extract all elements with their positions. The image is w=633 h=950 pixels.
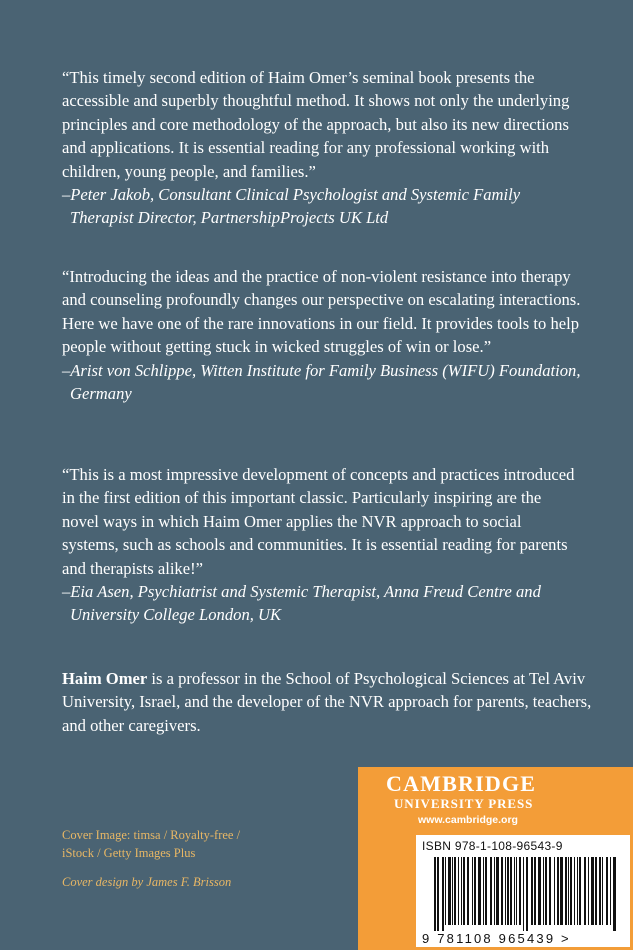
barcode-bar — [472, 857, 473, 925]
barcode-bar — [467, 857, 469, 925]
barcode-bar — [574, 857, 575, 925]
quote-attribution: –Arist von Schlippe, Witten Institute for Family Business (WIFU) Foundation, Germany — [62, 360, 581, 404]
barcode-bar — [505, 857, 506, 925]
barcode-bar — [463, 857, 465, 925]
barcode-bar — [516, 857, 517, 925]
barcode-bar — [507, 857, 509, 925]
barcode-bar — [554, 857, 555, 925]
cover-design-credit: Cover design by James F. Brisson — [62, 875, 232, 889]
barcode-bar — [545, 857, 547, 925]
barcode-bar — [570, 857, 572, 925]
barcode-bar — [454, 857, 456, 925]
barcode-bar — [595, 857, 597, 925]
barcode-bar — [461, 857, 462, 925]
barcode-bar — [557, 857, 559, 925]
barcode-bar — [490, 857, 492, 925]
author-bio-text: is a professor in the School of Psychological Sciences at Tel Aviv University, Israel, and the developer of the NVR approach for parents, teachers, and other caregivers. — [62, 669, 592, 735]
barcode-bar — [523, 857, 524, 931]
author-bio — [62, 667, 592, 737]
barcode-digits: 9 781108 965439 > — [422, 931, 571, 945]
publisher-block — [358, 767, 633, 950]
endorsement-quote-1 — [62, 66, 582, 230]
barcode-bar — [568, 857, 569, 925]
publisher-url: www.cambridge.org — [418, 814, 518, 826]
barcode-bar — [591, 857, 594, 925]
barcode-bar — [549, 857, 551, 925]
quote-text: “This is a most impressive development of concepts and practices introduced in the first edition of this important classic. Particularly inspiring are the novel ways in which Haim Omer applies the NVR approach to social systems, such as schools and communities. It is essential reading for parents and therapists alike!” — [62, 465, 575, 578]
barcode-bar — [560, 857, 563, 925]
cover-image-credit: Cover Image: timsa / Royalty-free / iStock / Getty Images Plus — [62, 828, 241, 860]
barcode-bar — [584, 857, 586, 925]
barcode-bar — [534, 857, 536, 925]
barcode-bar — [437, 857, 439, 931]
endorsement-quote-3 — [62, 463, 582, 627]
barcode-bar — [485, 857, 487, 925]
barcode-bar — [478, 857, 481, 925]
barcode-bar — [483, 857, 484, 925]
barcode-bar — [588, 857, 589, 925]
quote-attribution: –Peter Jakob, Consultant Clinical Psychologist and Systemic Family Therapist Director, PartnershipProjects UK Ltd — [62, 185, 521, 228]
quote-text: “This timely second edition of Haim Omer’s seminal book presents the accessible and superbly thoughtful method. It shows not only the underlying principles and core methodology of the approach, but also its new directions and applications. It is essential reading for any professional working with children, young people, and families.” — [62, 68, 570, 181]
barcode-bar — [458, 857, 459, 925]
barcode-bar — [610, 857, 611, 925]
barcode-bar — [448, 857, 451, 925]
barcode-bar — [519, 857, 521, 925]
isbn-barcode — [416, 835, 630, 947]
barcode-bar — [579, 857, 581, 925]
barcode-bar — [494, 857, 495, 925]
barcode-icon — [420, 855, 626, 945]
publisher-subtitle: UNIVERSITY PRESS — [394, 796, 534, 811]
barcode-bar — [496, 857, 499, 925]
isbn-label: ISBN 978-1-108-96543-9 — [422, 839, 563, 853]
barcode-bar — [442, 857, 444, 931]
quote-attribution: –Eia Asen, Psychiatrist and Systemic Therapist, Anna Freud Centre and University College London, UK — [62, 582, 541, 625]
barcode-bar — [577, 857, 578, 925]
endorsement-quote-2 — [62, 265, 582, 405]
quote-text: “Introducing the ideas and the practice of non-violent resistance into therapy and counseling profoundly changes our perspective on escalating interactions. Here we have one of the rare innovations in our field. It provides tools to help people without getting stuck in wicked struggles of win or lose.” — [62, 267, 581, 357]
barcode-bar — [501, 857, 503, 925]
author-name: Haim Omer — [62, 669, 148, 688]
barcode-bar — [474, 857, 476, 925]
barcode-bar — [565, 857, 567, 925]
barcode-bar — [510, 857, 512, 925]
barcode-bar — [514, 857, 515, 925]
barcode-bar — [526, 857, 528, 931]
barcode-bar — [606, 857, 608, 925]
barcode-bar — [434, 857, 436, 931]
publisher-logo: CAMBRIDGE — [386, 771, 537, 796]
barcode-bar — [613, 857, 616, 931]
barcode-bar — [452, 857, 453, 925]
barcode-bar — [538, 857, 541, 925]
barcode-bar — [543, 857, 544, 925]
barcode-bar — [445, 857, 446, 925]
barcode-bar — [599, 857, 601, 925]
barcode-bar — [531, 857, 533, 925]
barcode-bar — [602, 857, 603, 925]
